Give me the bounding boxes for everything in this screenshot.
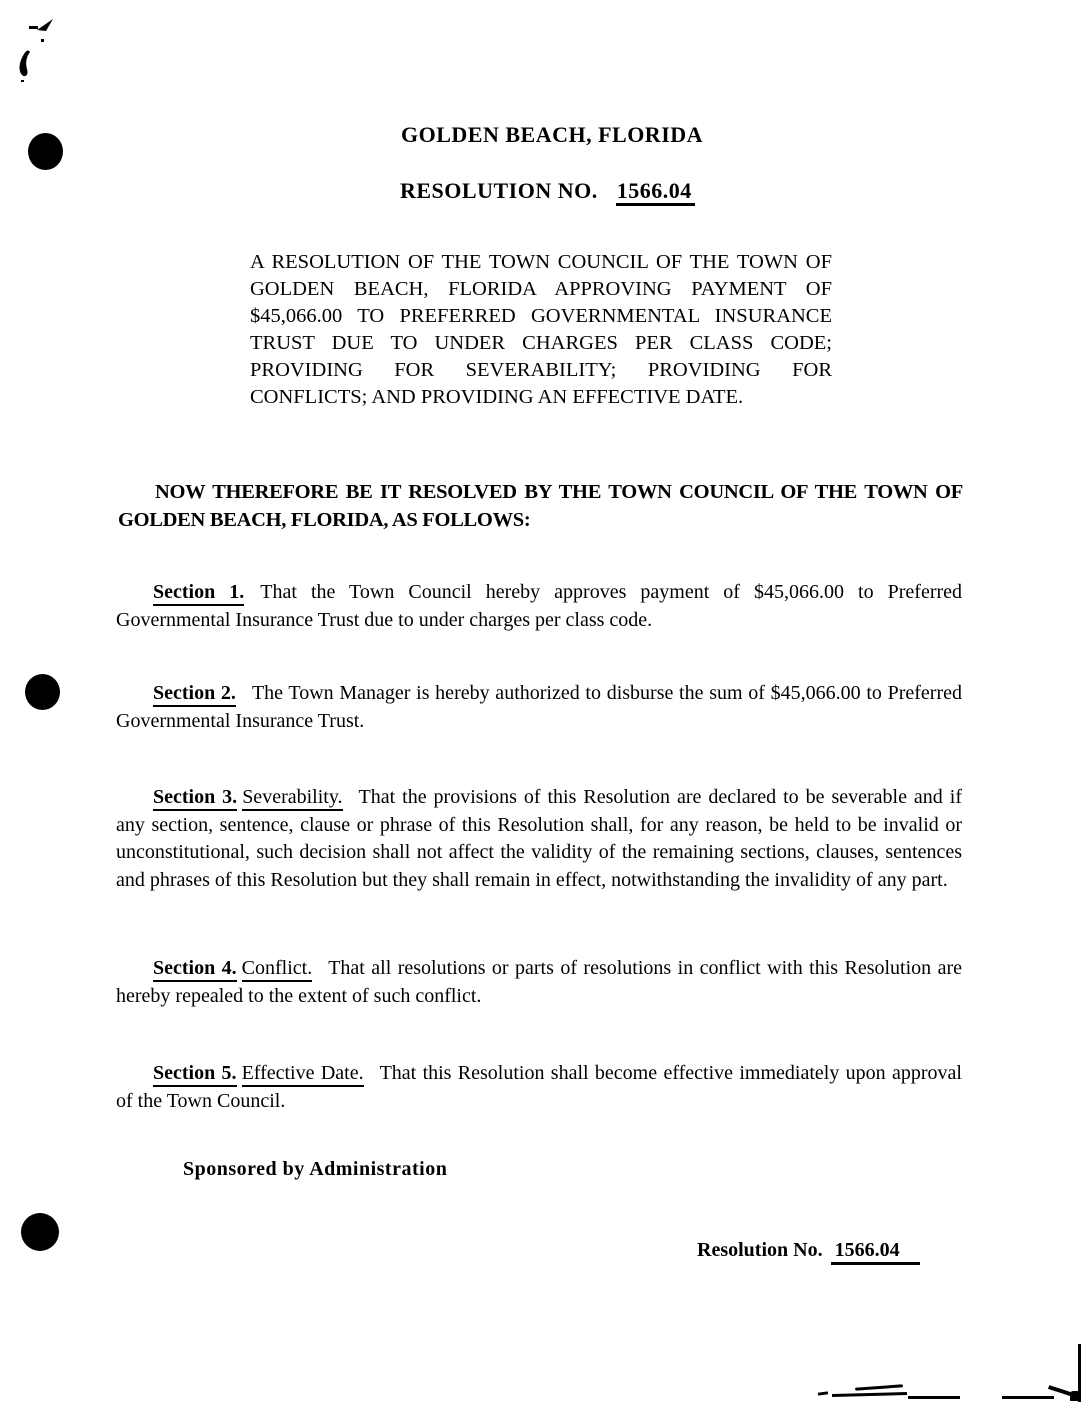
- section-5-title: Effective Date.: [242, 1062, 364, 1087]
- section-3-title: Severability.: [242, 786, 342, 811]
- section-3: [116, 784, 962, 894]
- section-1-label: Section 1.: [153, 581, 244, 606]
- section-4: [116, 955, 962, 1010]
- section-4-title: Conflict.: [242, 957, 313, 982]
- section-4-label: Section 4.: [153, 957, 237, 982]
- footer-resolution-number: [697, 1239, 920, 1262]
- punch-hole-top-icon: [28, 133, 63, 170]
- scan-noise-dash-icon: [818, 1391, 828, 1395]
- summary-line: PROVIDING FOR SEVERABILITY; PROVIDING FOR: [250, 359, 832, 381]
- summary-line: GOLDEN BEACH, FLORIDA APPROVING PAYMENT OF: [250, 278, 832, 300]
- section-2: [116, 680, 962, 735]
- section-5: [116, 1060, 962, 1115]
- section-1-body: That the Town Council hereby approves payment of $45,066.00 to Preferred Governmental Insurance Trust due to under charges per class code.: [116, 581, 963, 631]
- footer-resolution-label: Resolution No.: [697, 1239, 823, 1261]
- summary-line: A RESOLUTION OF THE TOWN COUNCIL OF THE TOWN OF: [250, 251, 832, 273]
- scan-noise-dash-icon: [1002, 1396, 1054, 1399]
- section-5-label: Section 5.: [153, 1062, 237, 1087]
- scan-ink-mark-icon: [15, 14, 63, 84]
- resolved-clause: NOW THEREFORE BE IT RESOLVED BY THE TOWN COUNCIL OF THE TOWN OF GOLDEN BEACH, FLORIDA, AS FOLLOWS:: [118, 481, 963, 531]
- scan-noise-edge-line-icon: [1078, 1344, 1081, 1402]
- resolution-number-value: 1566.04: [616, 178, 695, 206]
- summary-line: TRUST DUE TO UNDER CHARGES PER CLASS CODE;: [250, 332, 832, 354]
- punch-hole-middle-icon: [25, 674, 60, 710]
- summary-line: CONFLICTS; AND PROVIDING AN EFFECTIVE DATE.: [250, 386, 744, 408]
- section-4-body: That all resolutions or parts of resolutions in conflict with this Resolution are hereby repealed to the extent of such conflict.: [116, 957, 963, 1007]
- section-1: [116, 579, 962, 634]
- resolution-number-heading: [400, 178, 695, 204]
- sponsor-line: Sponsored by Administration: [183, 1158, 448, 1180]
- resolution-summary-block: [250, 249, 832, 411]
- section-3-body: That the provisions of this Resolution are declared to be severable and if any section, sentence, clause or phrase of this Resolution shall, for any reason, be held to be invalid or unconstitutional, such decision shall not affect the validity of the remaining sections, clauses, sentences and phrases of this Resolution but they shall remain in effect, notwithstanding the invalidity of any part.: [116, 786, 962, 891]
- section-2-label: Section 2.: [153, 682, 236, 707]
- document-title: GOLDEN BEACH, FLORIDA: [401, 122, 704, 147]
- summary-line: $45,066.00 TO PREFERRED GOVERNMENTAL INSURANCE: [250, 305, 832, 327]
- footer-resolution-value: 1566.04: [831, 1239, 920, 1265]
- resolution-number-label: RESOLUTION NO.: [400, 178, 598, 203]
- section-3-label: Section 3.: [153, 786, 237, 811]
- section-5-body: That this Resolution shall become effective immediately upon approval of the Town Council.: [116, 1062, 962, 1112]
- section-2-body: The Town Manager is hereby authorized to disburse the sum of $45,066.00 to Preferred Governmental Insurance Trust.: [116, 682, 962, 732]
- scan-noise-dash-icon: [855, 1384, 903, 1390]
- scan-noise-dash-icon: [832, 1392, 907, 1397]
- punch-hole-bottom-icon: [21, 1213, 59, 1251]
- scan-noise-dash-icon: [908, 1396, 960, 1399]
